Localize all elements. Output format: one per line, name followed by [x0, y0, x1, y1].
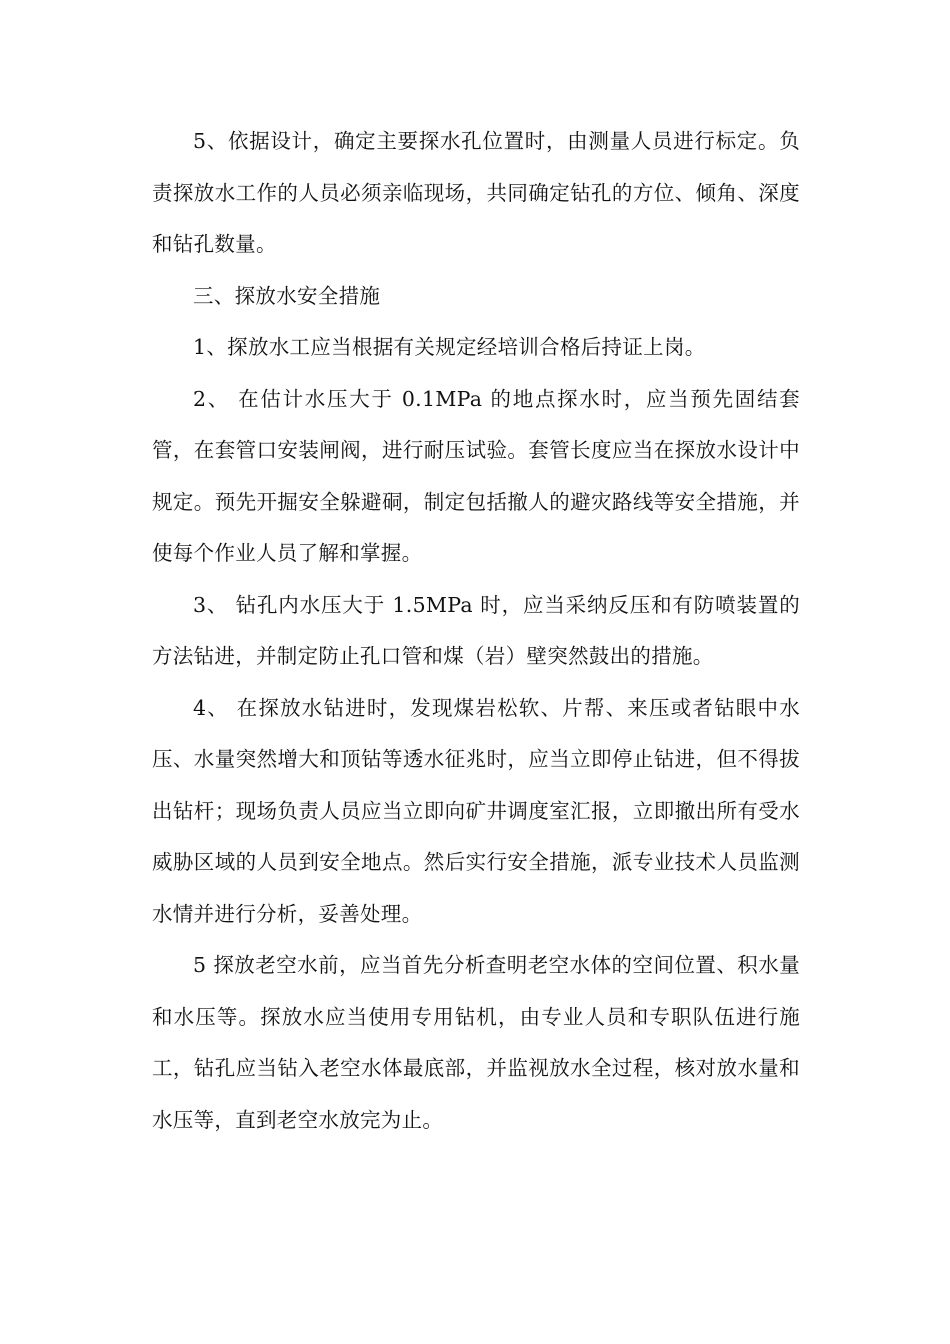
paragraph-item-5-survey: 5、依据设计，确定主要探水孔位置时，由测量人员进行标定。负责探放水工作的人员必须亲临现场，共同确定钻孔的方位、倾角、深度和钻孔数量。	[152, 129, 800, 256]
paragraph-item-1-certification: 1、探放水工应当根据有关规定经培训合格后持证上岗。	[193, 335, 706, 359]
paragraph-item-2-casing: 2、 在估计水压大于 0.1MPa 的地点探水时，应当预先固结套管，在套管口安装闸阀，进行耐压试验。套管长度应当在探放水设计中规定。预先开掘安全躲避硐，制定包括撤人的避灾路线等安全措施，并使每个作业人员了解和掌握。	[152, 386, 800, 565]
paragraph-item-5-old-goaf-water: 5 探放老空水前，应当首先分析查明老空水体的空间位置、积水量和水压等。探放水应当使用专用钻机，由专业人员和专职队伍进行施工，钻孔应当钻入老空水体最底部，并监视放水全过程，核对放水量和水压等，直到老空水放完为止。	[152, 953, 800, 1132]
paragraph-item-3-back-pressure: 3、 钻孔内水压大于 1.5MPa 时，应当采纳反压和有防喷装置的方法钻进，并制定防止孔口管和煤（岩）壁突然鼓出的措施。	[152, 592, 800, 668]
paragraph-item-4-water-signs: 4、 在探放水钻进时，发现煤岩松软、片帮、来压或者钻眼中水压、水量突然增大和顶钻等透水征兆时，应当立即停止钻进，但不得拔出钻杆；现场负责人员应当立即向矿井调度室汇报，立即撤出所有受水威胁区域的人员到安全地点。然后实行安全措施，派专业技术人员监测水情并进行分析，妥善处理。	[152, 695, 800, 926]
section-heading-safety-measures: 三、探放水安全措施	[193, 283, 381, 308]
document-body	[152, 116, 800, 1146]
